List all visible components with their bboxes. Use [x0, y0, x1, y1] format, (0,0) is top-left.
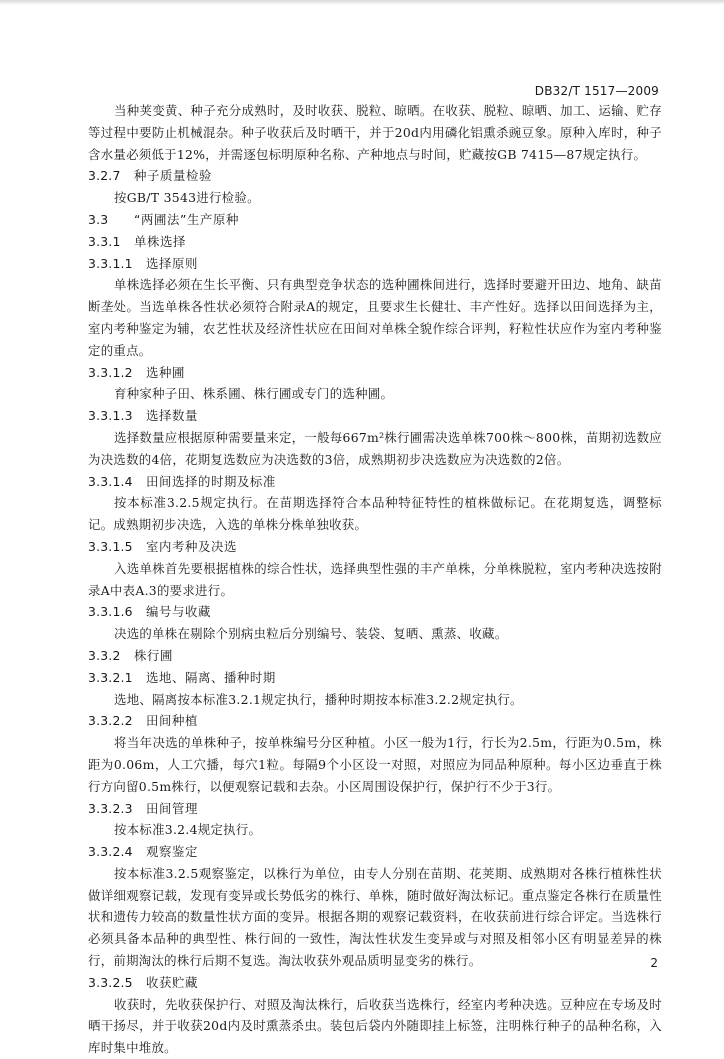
section-heading — [88, 165, 662, 187]
section-title: 观察鉴定 — [146, 844, 198, 860]
section-number: 3.3.2.3 — [88, 800, 133, 816]
paragraph: 选地、隔离按本标准3.2.1规定执行，播种时期按本标准3.2.2规定执行。 — [114, 691, 523, 707]
section-title: 选地、隔离、播种时期 — [146, 669, 276, 685]
section-number: 3.3.1.1 — [88, 255, 133, 271]
section-title: 选择数量 — [146, 408, 198, 424]
paragraph: 按GB/T 3543进行检验。 — [114, 190, 260, 206]
section-number: 3.3.1.3 — [88, 408, 133, 424]
section-title: 收获贮藏 — [146, 974, 198, 990]
paragraph: 按本标准3.2.4规定执行。 — [114, 822, 262, 838]
paragraph: 选择数量应根据原种需要量来定，一般每667m²株行圃需决选单株700株～800株，苗期初选数应为决选数的4倍，花期复选数应为决选数的3倍，成熟期初步决选数应为决选数的2倍。 — [88, 429, 662, 467]
page-number: 2 — [650, 956, 658, 970]
section-title: 田间管理 — [146, 800, 198, 816]
section-heading — [88, 405, 662, 427]
section-heading — [88, 710, 662, 732]
section-number: 3.3.1.2 — [88, 364, 133, 380]
section-number: 3.3.1.6 — [88, 604, 133, 620]
section-title: 田间选择的时期及标准 — [146, 473, 276, 489]
document-body — [88, 100, 662, 1059]
section-heading — [88, 209, 662, 231]
section-title: 单株选择 — [134, 233, 186, 249]
section-heading — [88, 536, 662, 558]
section-title: 室内考种及决选 — [146, 538, 237, 554]
paragraph: 收获时，先收获保护行、对照及淘汰株行，后收获当选株行，经室内考种决选。豆种应在专场及时晒干扬尽，并于收获20d内及时熏蒸杀虫。装包后袋内外随即挂上标签，注明株行种子的品种名称，入库时集中堆放。 — [88, 996, 662, 1056]
section-title: 选种圃 — [146, 364, 185, 380]
section-number: 3.2.7 — [88, 168, 121, 184]
section-heading — [88, 253, 662, 275]
section-title: 选择原则 — [146, 255, 198, 271]
section-title: “两圃法”生产原种 — [134, 211, 239, 227]
section-heading — [88, 972, 662, 994]
paragraph: 当种荚变黄、种子充分成熟时，及时收获、脱粒、晾晒。在收获、脱粒、晾晒、加工、运输、贮存等过程中要防止机械混杂。种子收获后及时晒干，并于20d内用磷化铝熏杀豌豆象。原种入库时，种子含水量必须低于12%，并需逐包标明原种名称、产种地点与时间，贮藏按GB 7415—87规定执行。 — [88, 103, 662, 162]
section-number: 3.3.2.1 — [88, 669, 133, 685]
scan-edge — [0, 0, 724, 5]
section-heading — [88, 667, 662, 689]
section-number: 3.3.1.4 — [88, 473, 133, 489]
section-heading — [88, 471, 662, 493]
section-number: 3.3.2 — [88, 647, 121, 663]
section-number: 3.3.2.5 — [88, 974, 133, 990]
paragraph: 入选单株首先要根据植株的综合性状，选择典型性强的丰产单株，分单株脱粒，室内考种决选按附录A中表A.3的要求进行。 — [88, 560, 662, 598]
section-heading — [88, 362, 662, 384]
section-heading — [88, 601, 662, 623]
section-number: 3.3.2.4 — [88, 844, 133, 860]
section-heading — [88, 231, 662, 253]
section-title: 株行圃 — [134, 647, 173, 663]
paragraph: 将当年决选的单株种子，按单株编号分区种植。小区一般为1行，行长为2.5m，行距为0.5m，株距为0.06m，人工穴播，每穴1粒。每隔9个小区设一对照，对照应为同品种原种。每小区边垂直于株行方向留0.5m株行，以便观察记载和去杂。小区周围设保护行，保护行不少于3行。 — [88, 735, 662, 794]
section-title: 编号与收藏 — [146, 604, 211, 620]
section-number: 3.3.2.2 — [88, 713, 133, 729]
section-title: 种子质量检验 — [134, 168, 212, 184]
section-number: 3.3 — [88, 211, 109, 227]
paragraph: 单株选择必须在生长平衡、只有典型竞争状态的选种圃株间进行，选择时要避开田边、地角、缺苗断垄处。当选单株各性状必须符合附录A的规定，且要求生长健壮、丰产性好。选择以田间选择为主，室内考种鉴定为辅，农艺性状及经济性状应在田间对单株全貌作综合评判，籽粒性状应作为室内考种鉴定的重点。 — [88, 277, 662, 358]
section-number: 3.3.1.5 — [88, 538, 133, 554]
paragraph: 育种家种子田、株系圃、株行圃或专门的选种圃。 — [114, 386, 394, 402]
paragraph: 按本标准3.2.5规定执行。在苗期选择符合本品种特征特性的植株做标记。在花期复选，调整标记。成熟期初步决选，入选的单株分株单独收获。 — [88, 495, 662, 533]
section-heading — [88, 841, 662, 863]
section-heading — [88, 798, 662, 820]
paragraph: 按本标准3.2.5观察鉴定，以株行为单位，由专人分别在苗期、花荚期、成熟期对各株行植株性状做详细观察记载，发现有变异或长势低劣的株行、单株，随时做好淘汰标记。重点鉴定各株行在质量性状和遗传力较高的数量性状方面的变异。根据各期的观察记载资料，在收获前进行综合评定。当选株行必须具备本品种的典型性、株行间的一致性，淘汰性状发生变异或与对照及相邻小区有明显差异的株行，前期淘汰的株行后期不复选。淘汰收获外观品质明显变劣的株行。 — [88, 865, 662, 969]
section-title: 田间种植 — [146, 713, 198, 729]
section-heading — [88, 645, 662, 667]
standard-number: DB32/T 1517—2009 — [534, 84, 659, 98]
section-number: 3.3.1 — [88, 233, 121, 249]
paragraph: 决选的单株在剔除个别病虫粒后分别编号、装袋、复晒、熏蒸、收藏。 — [114, 626, 508, 642]
